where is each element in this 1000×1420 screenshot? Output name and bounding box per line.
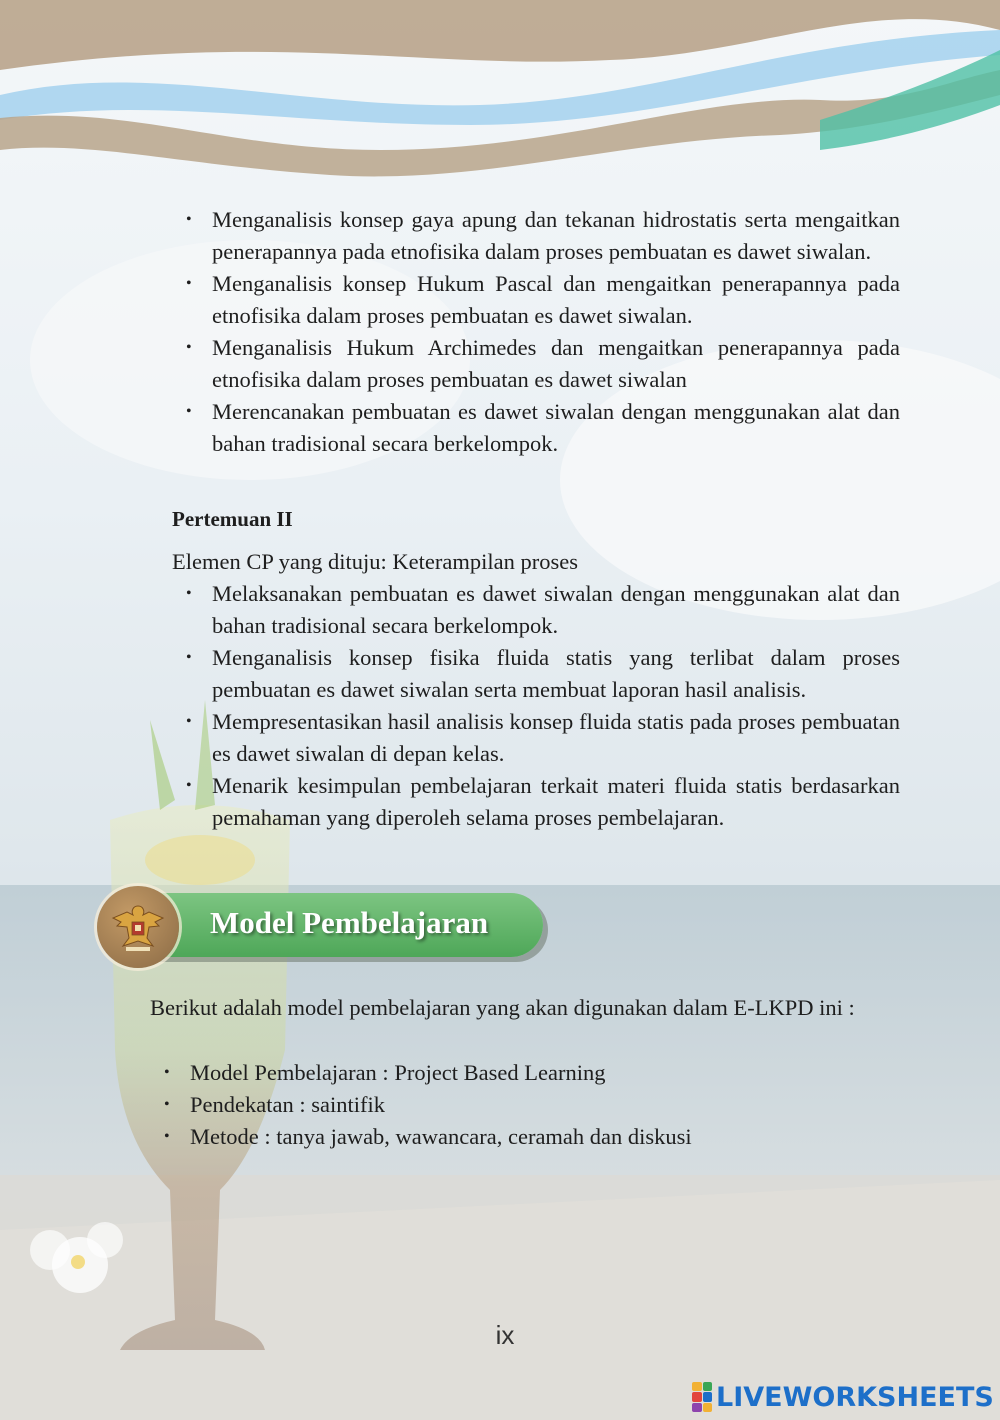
list-item: • Menganalisis konsep fisika fluida statis yang terlibat dalam proses pembuatan es dawet siwalan serta membuat laporan hasil analisis. <box>172 642 900 706</box>
meeting1-objectives-list <box>172 204 900 460</box>
garuda-emblem-icon <box>97 886 179 968</box>
list-item: • Merencanakan pembuatan es dawet siwalan dengan menggunakan alat dan bahan tradisional secara berkelompok. <box>172 396 900 460</box>
list-item: • Pendekatan : saintifik <box>150 1089 850 1121</box>
liveworksheets-watermark[interactable] <box>692 1380 994 1414</box>
page-number: ix <box>495 1320 515 1350</box>
list-item: • Metode : tanya jawab, wawancara, ceramah dan diskusi <box>150 1121 850 1153</box>
meeting2-heading: Pertemuan II <box>172 507 293 531</box>
section-banner <box>140 893 543 957</box>
list-item: • Menganalisis konsep gaya apung dan tekanan hidrostatis serta mengaitkan penerapannya pada etnofisika dalam proses pembuatan es dawet siwalan. <box>172 204 900 268</box>
liveworksheets-logo-icon <box>692 1382 712 1412</box>
section-title: Model Pembelajaran <box>210 905 489 940</box>
list-item: • Menganalisis Hukum Archimedes dan mengaitkan penerapannya pada etnofisika dalam proses pembuatan es dawet siwalan <box>172 332 900 396</box>
model-intro-text: Berikut adalah model pembelajaran yang akan digunakan dalam E-LKPD ini : <box>150 995 855 1020</box>
meeting2-objectives-list <box>172 578 900 834</box>
list-item: • Model Pembelajaran : Project Based Learning <box>150 1057 850 1089</box>
list-item: • Menganalisis konsep Hukum Pascal dan mengaitkan penerapannya pada etnofisika dalam proses pembuatan es dawet siwalan. <box>172 268 900 332</box>
list-item: • Menarik kesimpulan pembelajaran terkait materi fluida statis berdasarkan pemahaman yang diperoleh selama proses pembelajaran. <box>172 770 900 834</box>
list-item: • Melaksanakan pembuatan es dawet siwalan dengan menggunakan alat dan bahan tradisional secara berkelompok. <box>172 578 900 642</box>
watermark-text: LIVEWORKSHEETS <box>716 1381 994 1413</box>
model-items-list <box>150 1057 850 1153</box>
cp-element-text: Elemen CP yang dituju: Keterampilan proses <box>172 549 578 574</box>
list-item: • Mempresentasikan hasil analisis konsep fluida statis pada proses pembuatan es dawet siwalan di depan kelas. <box>172 706 900 770</box>
